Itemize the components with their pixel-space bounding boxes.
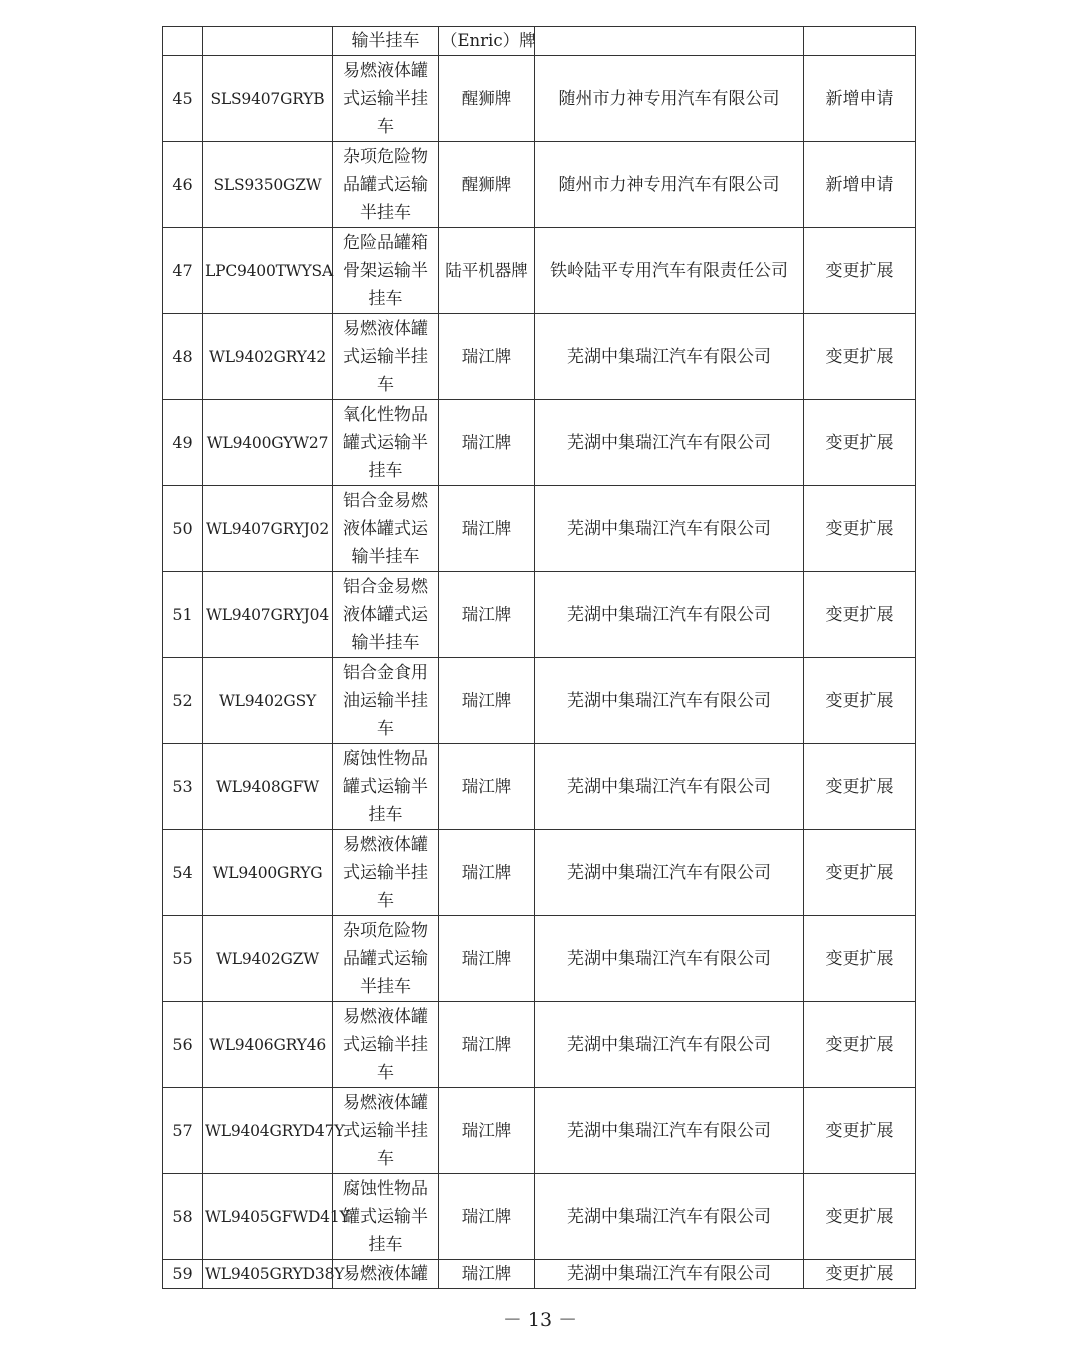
cell-application-type: 变更扩展: [804, 744, 916, 830]
cell-company: 芜湖中集瑞江汽车有限公司: [535, 1260, 804, 1289]
cell-application-type: 变更扩展: [804, 486, 916, 572]
cell-application-type: 变更扩展: [804, 314, 916, 400]
cell-number: 45: [163, 56, 203, 142]
table-row: [163, 1174, 916, 1260]
cell-application-type: 新增申请: [804, 142, 916, 228]
table-row: [163, 916, 916, 1002]
cell-number: 51: [163, 572, 203, 658]
cell-brand: 瑞江牌: [439, 314, 535, 400]
cell-company: 铁岭陆平专用汽车有限责任公司: [535, 228, 804, 314]
cell-model: SLS9407GRYB: [203, 56, 333, 142]
cell-product-name: 易燃液体罐: [333, 1260, 439, 1289]
cell-company: 芜湖中集瑞江汽车有限公司: [535, 1174, 804, 1260]
cell-product-name: 易燃液体罐式运输半挂车: [333, 56, 439, 142]
table-row: [163, 486, 916, 572]
cell-brand: 瑞江牌: [439, 572, 535, 658]
cell-company: 随州市力神专用汽车有限公司: [535, 56, 804, 142]
cell-product-name: 铝合金易燃液体罐式运输半挂车: [333, 486, 439, 572]
table-row: [163, 830, 916, 916]
vehicle-catalog-table: [162, 26, 916, 1289]
cell-brand: 醒狮牌: [439, 56, 535, 142]
cell-company: 芜湖中集瑞江汽车有限公司: [535, 916, 804, 1002]
table-row: [163, 228, 916, 314]
cell-brand: 瑞江牌: [439, 1002, 535, 1088]
cell-product-name: 杂项危险物品罐式运输半挂车: [333, 916, 439, 1002]
cell-product-name: 杂项危险物品罐式运输半挂车: [333, 142, 439, 228]
cell-brand: 陆平机器牌: [439, 228, 535, 314]
cell-number: 46: [163, 142, 203, 228]
table-row-continuation: [163, 27, 916, 56]
cell-product-name: 危险品罐箱骨架运输半挂车: [333, 228, 439, 314]
cell-application-type: 变更扩展: [804, 400, 916, 486]
table-row: [163, 400, 916, 486]
cell-company: 芜湖中集瑞江汽车有限公司: [535, 744, 804, 830]
cell-brand: 瑞江牌: [439, 916, 535, 1002]
table-row-last: [163, 1260, 916, 1289]
cell-company: [535, 27, 804, 56]
cell-product-name: 易燃液体罐式运输半挂车: [333, 314, 439, 400]
cell-number: 52: [163, 658, 203, 744]
cell-company: 随州市力神专用汽车有限公司: [535, 142, 804, 228]
cell-number: 48: [163, 314, 203, 400]
cell-brand: （Enric）牌: [439, 27, 535, 56]
table-row: [163, 744, 916, 830]
table-row: [163, 142, 916, 228]
cell-product-name: 腐蚀性物品罐式运输半挂车: [333, 744, 439, 830]
cell-application-type: 变更扩展: [804, 572, 916, 658]
table-row: [163, 1002, 916, 1088]
cell-company: 芜湖中集瑞江汽车有限公司: [535, 486, 804, 572]
cell-model: LPC9400TWYSA: [203, 228, 333, 314]
cell-application-type: 变更扩展: [804, 1002, 916, 1088]
cell-application-type: 变更扩展: [804, 1088, 916, 1174]
cell-number: 57: [163, 1088, 203, 1174]
cell-number: [163, 27, 203, 56]
cell-application-type: 变更扩展: [804, 916, 916, 1002]
cell-application-type: 变更扩展: [804, 830, 916, 916]
cell-company: 芜湖中集瑞江汽车有限公司: [535, 314, 804, 400]
table-body: [163, 27, 916, 1289]
cell-application-type: 变更扩展: [804, 228, 916, 314]
cell-model: WL9402GSY: [203, 658, 333, 744]
cell-brand: 瑞江牌: [439, 1088, 535, 1174]
cell-application-type: 变更扩展: [804, 1260, 916, 1289]
cell-application-type: 变更扩展: [804, 1174, 916, 1260]
cell-number: 56: [163, 1002, 203, 1088]
cell-model: WL9406GRY46: [203, 1002, 333, 1088]
cell-brand: 醒狮牌: [439, 142, 535, 228]
cell-product-name: 易燃液体罐式运输半挂车: [333, 1002, 439, 1088]
cell-brand: 瑞江牌: [439, 744, 535, 830]
cell-company: 芜湖中集瑞江汽车有限公司: [535, 658, 804, 744]
cell-company: 芜湖中集瑞江汽车有限公司: [535, 1002, 804, 1088]
cell-model: WL9407GRYJ04: [203, 572, 333, 658]
cell-number: 55: [163, 916, 203, 1002]
cell-model: WL9402GRY42: [203, 314, 333, 400]
cell-product-name: 易燃液体罐式运输半挂车: [333, 830, 439, 916]
table-row: [163, 1088, 916, 1174]
cell-product-name: 氧化性物品罐式运输半挂车: [333, 400, 439, 486]
cell-model: WL9400GYW27: [203, 400, 333, 486]
cell-number: 50: [163, 486, 203, 572]
cell-model: WL9405GFWD41Y: [203, 1174, 333, 1260]
cell-company: 芜湖中集瑞江汽车有限公司: [535, 572, 804, 658]
cell-model: WL9400GRYG: [203, 830, 333, 916]
page-number: － 13 －: [502, 1309, 578, 1331]
cell-brand: 瑞江牌: [439, 1174, 535, 1260]
cell-number: 47: [163, 228, 203, 314]
cell-application-type: 新增申请: [804, 56, 916, 142]
cell-product-name: 铝合金易燃液体罐式运输半挂车: [333, 572, 439, 658]
cell-brand: 瑞江牌: [439, 658, 535, 744]
cell-model: WL9405GRYD38Y: [203, 1260, 333, 1289]
cell-model: WL9408GFW: [203, 744, 333, 830]
cell-model: WL9402GZW: [203, 916, 333, 1002]
cell-brand: 瑞江牌: [439, 486, 535, 572]
cell-brand: 瑞江牌: [439, 1260, 535, 1289]
cell-number: 58: [163, 1174, 203, 1260]
cell-model: WL9407GRYJ02: [203, 486, 333, 572]
cell-product-name: 腐蚀性物品罐式运输半挂车: [333, 1174, 439, 1260]
cell-company: 芜湖中集瑞江汽车有限公司: [535, 830, 804, 916]
cell-number: 49: [163, 400, 203, 486]
cell-company: 芜湖中集瑞江汽车有限公司: [535, 400, 804, 486]
cell-product-name: 易燃液体罐式运输半挂车: [333, 1088, 439, 1174]
cell-product-name: 铝合金食用油运输半挂车: [333, 658, 439, 744]
cell-number: 53: [163, 744, 203, 830]
cell-brand: 瑞江牌: [439, 830, 535, 916]
cell-model: WL9404GRYD47Y: [203, 1088, 333, 1174]
cell-application-type: [804, 27, 916, 56]
cell-product-name: 输半挂车: [333, 27, 439, 56]
cell-number: 59: [163, 1260, 203, 1289]
cell-number: 54: [163, 830, 203, 916]
cell-application-type: 变更扩展: [804, 658, 916, 744]
table-row: [163, 572, 916, 658]
table-row: [163, 314, 916, 400]
cell-company: 芜湖中集瑞江汽车有限公司: [535, 1088, 804, 1174]
cell-brand: 瑞江牌: [439, 400, 535, 486]
table-row: [163, 658, 916, 744]
table-row: [163, 56, 916, 142]
cell-model: [203, 27, 333, 56]
cell-model: SLS9350GZW: [203, 142, 333, 228]
